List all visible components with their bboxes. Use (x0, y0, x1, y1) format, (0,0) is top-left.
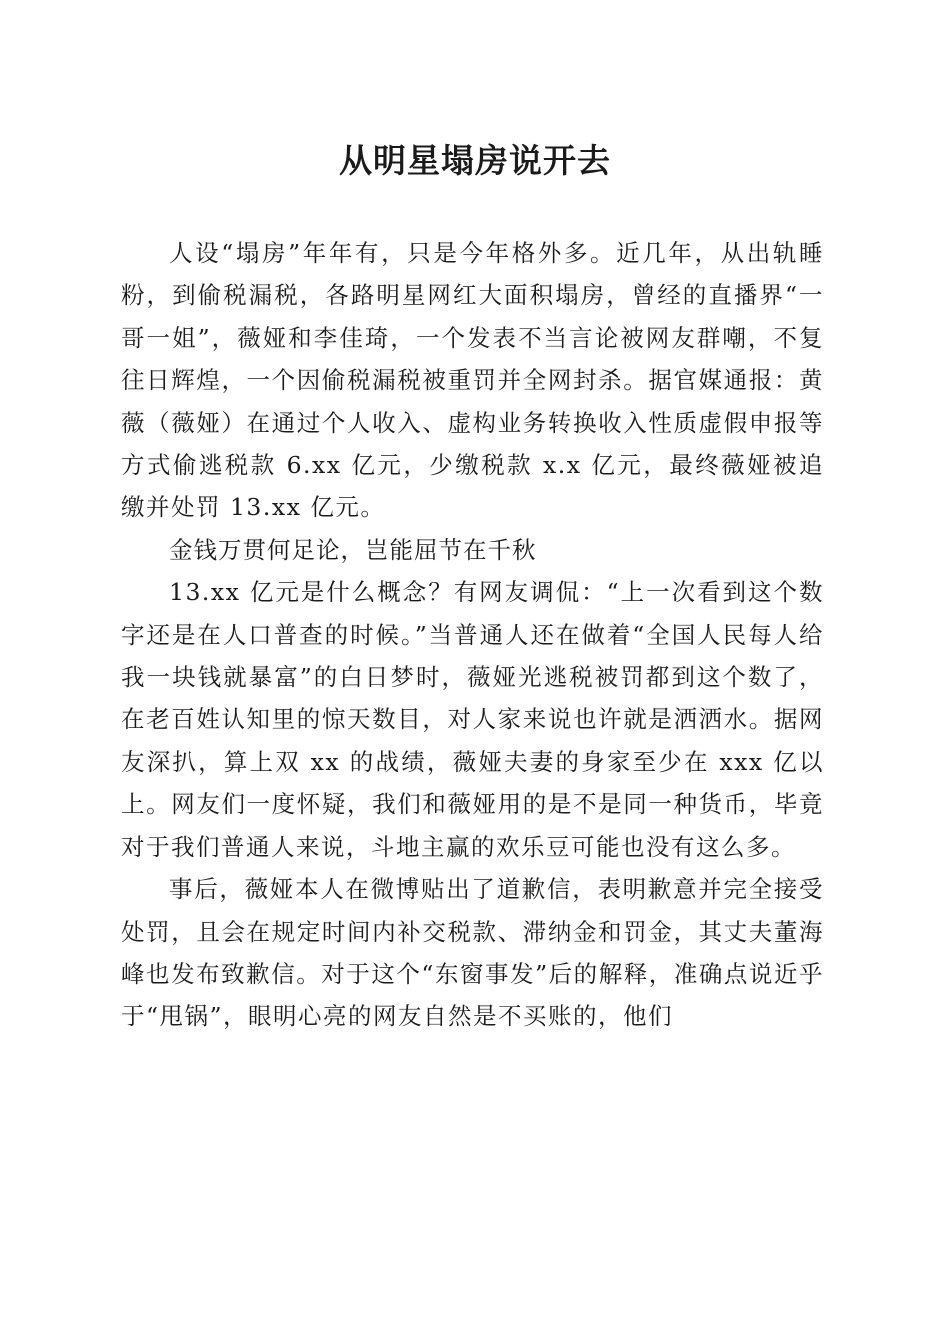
document-title: 从明星塌房说开去 (339, 141, 611, 180)
paragraph-amount: 13.xx 亿元是什么概念？有网友调侃：“上一次看到这个数字还是在人口普查的时候。”当普通人还在做着“全国人民每人给我一块钱就暴富”的白日梦时，薇娅光逃税被罚都到这个数了，在老百姓认知里的惊天数目，对人家来说也许就是洒洒水。据网友深扒，算上双 xx 的战绩，薇娅夫妻的身家至少在 xxx 亿以上。网友们一度怀疑，我们和薇娅用的是不是同一种货币，毕竟对于我们普通人来说，斗地主赢的欢乐豆可能也没有这么多。 (121, 578, 824, 861)
paragraph-intro: 人设“塌房”年年有，只是今年格外多。近几年，从出轨睡粉，到偷税漏税，各路明星网红大面积塌房，曾经的直播界“一哥一姐”，薇娅和李佳琦，一个发表不当言论被网友群嘲，不复往日辉煌，一个因偷税漏税被重罚并全网封杀。据官媒通报：黄薇（薇娅）在通过个人收入、虚构业务转换收入性质虚假申报等方式偷逃税款 6.xx 亿元，少缴税款 x.x 亿元，最终薇娅被追缴并处罚 13.xx 亿元。 (121, 239, 824, 522)
document-body (121, 232, 824, 1038)
paragraph-subheading: 金钱万贯何足论，岂能屈节在千秋 (169, 535, 537, 564)
paragraph-apology: 事后，薇娅本人在微博贴出了道歉信，表明歉意并完全接受处罚，且会在规定时间内补交税款、滞纳金和罚金，其丈夫董海峰也发布致歉信。对于这个“东窗事发”后的解释，准确点说近乎于“甩锅”，眼明心亮的网友自然是不买账的，他们 (121, 875, 824, 1031)
